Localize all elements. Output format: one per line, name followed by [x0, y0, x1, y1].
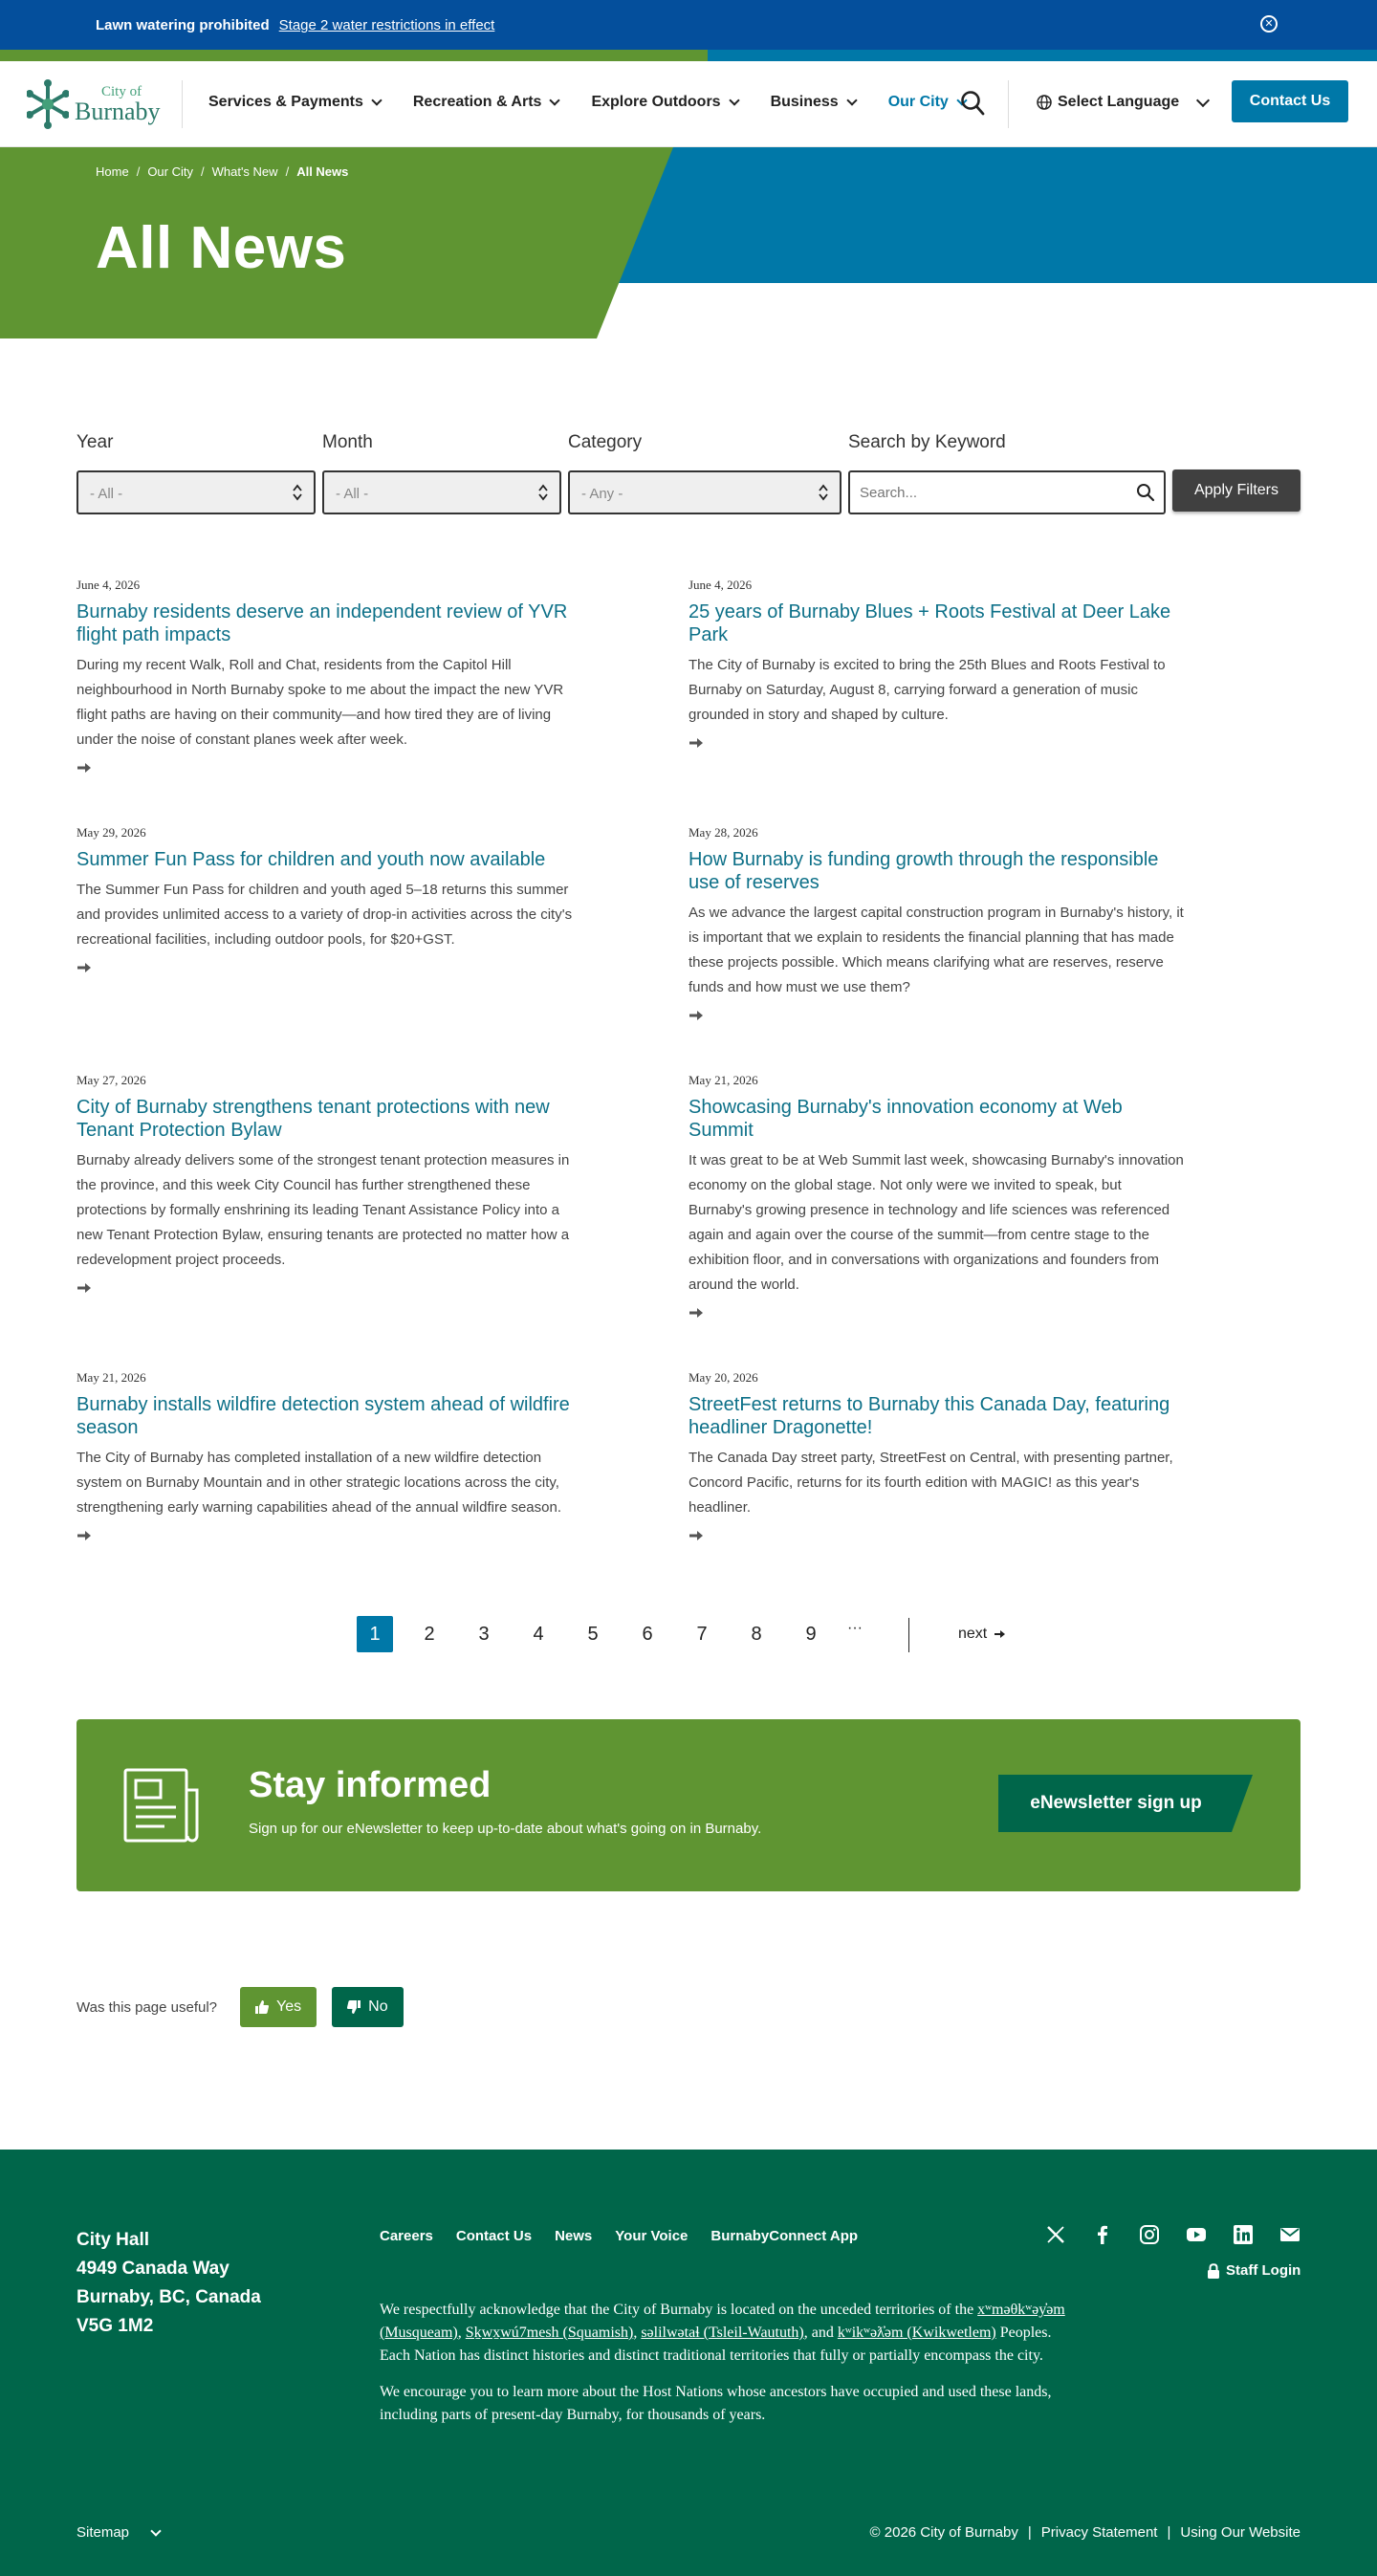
keyword-label: Search by Keyword	[848, 432, 1006, 452]
breadcrumb-whats-new[interactable]: What's New	[211, 164, 278, 179]
page-feedback	[76, 1987, 419, 2027]
page-1-button[interactable]: 1	[357, 1616, 393, 1652]
email-icon[interactable]	[1279, 2224, 1300, 2245]
month-select[interactable]: - All -	[322, 470, 561, 514]
up-down-arrows-icon	[819, 484, 828, 501]
copyright: © 2026 City of Burnaby	[869, 2524, 1018, 2541]
news-item	[688, 825, 1186, 1021]
newsletter-title: Stay informed	[249, 1765, 492, 1805]
page-3-button[interactable]: 3	[478, 1624, 490, 1645]
category-select[interactable]: - Any -	[568, 470, 842, 514]
search-icon[interactable]	[960, 90, 985, 117]
youtube-icon[interactable]	[1186, 2224, 1207, 2245]
logo-city: City of	[101, 83, 142, 99]
land-acknowledgement: We respectfully acknowledge that the City of Burnaby is located on the unceded territories of the xʷməθkʷəy̓əm (Musqueam), Sḵwx̱wú7mesh (Squamish), səlilwətaɬ (Tsleil-Waututh), and kʷikʷəƛ̓əm (Kwikwetlem) Peoples. Each Nation has distinct histories and distinct traditional territories that fully or partially encompass the city. We encourage you to learn more about the Host Nations whose ancestors have occupied and used these lands, including parts of present-day Burnaby, for thousands of years.	[380, 2299, 1068, 2427]
arrow-right-icon[interactable]	[76, 1282, 92, 1294]
news-date: May 27, 2026	[76, 1073, 146, 1087]
category-label: Category	[568, 432, 643, 452]
site-header	[0, 61, 1377, 147]
page-title: All News	[96, 215, 347, 281]
news-date: June 4, 2026	[688, 578, 753, 592]
arrow-right-icon[interactable]	[76, 962, 92, 973]
main-nav	[208, 94, 998, 111]
breadcrumb-current: All News	[296, 164, 349, 179]
news-item	[688, 1073, 1186, 1319]
language-select[interactable]	[1037, 94, 1208, 111]
social-links	[1045, 2224, 1300, 2245]
up-down-arrows-icon	[293, 484, 302, 501]
news-summary: The City of Burnaby has completed installation of a new wildfire detection system on Burnaby Mountain and in other strategic locations across the city, strengthening early warning capabilities ahead of the annual wildfire season.	[76, 1450, 561, 1516]
page-7-button[interactable]: 7	[696, 1624, 708, 1645]
news-title-link[interactable]: StreetFest returns to Burnaby this Canada Day, featuring headliner Dragonette!	[688, 1394, 1170, 1438]
contact-us-button[interactable]: Contact Us	[1232, 80, 1348, 122]
newsletter-text: Sign up for our eNewsletter to keep up-to-date about what's going on in Burnaby.	[249, 1821, 762, 1837]
news-title-link[interactable]: 25 years of Burnaby Blues + Roots Festival at Deer Lake Park	[688, 601, 1171, 645]
nav-services-payments[interactable]: Services & Payments	[208, 94, 381, 111]
month-label: Month	[322, 432, 373, 452]
nation-link-squamish[interactable]: Sḵwx̱wú7mesh (Squamish)	[465, 2325, 634, 2341]
facebook-icon[interactable]	[1092, 2224, 1113, 2245]
news-item	[76, 825, 574, 973]
news-filters	[76, 432, 1300, 514]
news-summary: During my recent Walk, Roll and Chat, residents from the Capitol Hill neighbourhood in North Burnaby spoke to me about the impact the new YVR flight paths are having on their community—and how tired they are of living under the noise of constant planes week after week.	[76, 657, 564, 748]
using-our-website-link[interactable]: Using Our Website	[1180, 2524, 1300, 2541]
news-title-link[interactable]: City of Burnaby strengthens tenant protections with new Tenant Protection Bylaw	[76, 1097, 550, 1141]
host-nations-text: We encourage you to learn more about the Host Nations whose ancestors have occupied and used these lands, including parts of present-day Burnaby, for thousands of years.	[380, 2384, 1052, 2423]
news-summary: The City of Burnaby is excited to bring the 25th Blues and Roots Festival to Burnaby on Saturday, August 8, carrying forward a generation of music grounded in story and shaped by culture.	[688, 657, 1166, 723]
chevron-down-icon	[1196, 94, 1210, 107]
arrow-right-icon[interactable]	[76, 1530, 92, 1541]
footer-link-burnabyconnect[interactable]: BurnabyConnect App	[710, 2228, 859, 2244]
breadcrumb-home[interactable]: Home	[96, 164, 129, 179]
language-label: Select Language	[1058, 94, 1180, 110]
breadcrumb-our-city[interactable]: Our City	[147, 164, 193, 179]
circle-x-icon[interactable]: ✕	[1260, 15, 1278, 33]
header-divider	[182, 80, 183, 128]
next-page-button[interactable]: next	[958, 1626, 1006, 1643]
arrow-right-icon[interactable]	[688, 1307, 704, 1319]
apply-filters-button[interactable]: Apply Filters	[1172, 469, 1300, 512]
news-item	[688, 578, 1186, 749]
footer-links	[380, 2228, 858, 2244]
news-summary: It was great to be at Web Summit last week, showcasing Burnaby's innovation economy on the global stage. Not only were we invited to speak, but Burnaby's growing presence in technology and life sciences was referenced again and again over the course of the summit—from centre stage to the exhibition floor, and in conversations with organizations and founders from around the world.	[688, 1152, 1184, 1293]
news-item	[688, 1370, 1186, 1541]
page-4-button[interactable]: 4	[533, 1624, 544, 1645]
news-title-link[interactable]: How Burnaby is funding growth through the responsible use of reserves	[688, 849, 1159, 893]
arrow-right-icon[interactable]	[76, 762, 92, 774]
x-twitter-icon[interactable]	[1045, 2224, 1066, 2245]
page-8-button[interactable]: 8	[751, 1624, 762, 1645]
news-item	[76, 578, 574, 774]
pagination-divider	[908, 1618, 909, 1652]
newspaper-icon	[122, 1767, 201, 1844]
thumbs-down-icon	[347, 2000, 361, 2014]
hero-banner	[0, 147, 1377, 338]
instagram-icon[interactable]	[1139, 2224, 1160, 2245]
year-label: Year	[76, 432, 114, 452]
up-down-arrows-icon	[538, 484, 548, 501]
chevron-down-icon	[729, 95, 739, 105]
breadcrumb: Home / Our City / What's New / All News	[96, 164, 349, 179]
keyword-search-input[interactable]	[848, 470, 1166, 514]
linkedin-icon[interactable]	[1233, 2224, 1254, 2245]
footer-link-careers[interactable]: Careers	[380, 2228, 433, 2244]
news-date: May 21, 2026	[688, 1073, 758, 1087]
alert-title: Lawn watering prohibited	[96, 17, 270, 33]
news-title-link[interactable]: Showcasing Burnaby's innovation economy at Web Summit	[688, 1097, 1123, 1141]
chevron-down-icon	[150, 2525, 161, 2536]
feedback-question: Was this page useful?	[76, 1998, 218, 2016]
nav-our-city[interactable]: Our City	[888, 94, 966, 111]
arrow-right-icon[interactable]	[688, 737, 704, 749]
news-summary: The Canada Day street party, StreetFest on Central, with presenting partner, Concord Pacific, returns for its fourth edition with MAGIC! as this year's headliner.	[688, 1450, 1173, 1516]
feedback-no-button[interactable]: No	[332, 1987, 403, 2027]
thumbs-up-icon	[255, 2000, 269, 2014]
alert-bar	[0, 0, 1377, 50]
news-title-link[interactable]: Burnaby residents deserve an independent review of YVR flight path impacts	[76, 601, 568, 645]
chevron-down-icon	[846, 95, 857, 105]
news-item	[76, 1370, 574, 1541]
nation-link-kwikwetlem[interactable]: kʷikʷəƛ̓əm (Kwikwetlem)	[837, 2325, 996, 2341]
enewsletter-signup-button[interactable]: eNewsletter sign up	[998, 1775, 1253, 1832]
news-date: May 20, 2026	[688, 1370, 758, 1385]
feedback-yes-button[interactable]: Yes	[240, 1987, 317, 2027]
nav-explore-outdoors[interactable]: Explore Outdoors	[591, 94, 737, 111]
sitemap-toggle[interactable]: Sitemap	[76, 2524, 160, 2541]
site-footer	[0, 2150, 1377, 2576]
arrow-right-icon	[994, 1629, 1006, 1639]
chevron-down-icon	[371, 95, 382, 105]
nav-business[interactable]: Business	[771, 94, 856, 111]
footer-link-your-voice[interactable]: Your Voice	[615, 2228, 688, 2244]
nation-link-tsleil-waututh[interactable]: səlilwətaɬ (Tsleil-Waututh)	[641, 2325, 804, 2341]
year-select[interactable]: - All -	[76, 470, 316, 514]
pagination-ellipsis: ···	[847, 1620, 863, 1636]
lock-icon	[1207, 2263, 1220, 2279]
news-title-link[interactable]: Burnaby installs wildfire detection system ahead of wildfire season	[76, 1394, 570, 1438]
news-date: May 29, 2026	[76, 825, 146, 840]
newsletter-banner	[76, 1719, 1300, 1891]
city-logo[interactable]	[27, 76, 161, 133]
arrow-right-icon[interactable]	[688, 1530, 704, 1541]
brand-stripe	[0, 50, 1377, 61]
staff-login-link[interactable]: Staff Login	[1207, 2262, 1300, 2279]
logo-name: Burnaby	[75, 97, 161, 125]
news-item	[76, 1073, 574, 1294]
privacy-statement-link[interactable]: Privacy Statement	[1040, 2524, 1158, 2541]
news-date: May 28, 2026	[688, 825, 758, 840]
snowflake-logo-icon	[27, 79, 69, 129]
nation-link-musqueam[interactable]: xʷməθkʷəy̓əm (Musqueam)	[380, 2302, 1065, 2341]
news-date: June 4, 2026	[76, 578, 141, 592]
page-6-button[interactable]: 6	[642, 1624, 653, 1645]
page-9-button[interactable]: 9	[805, 1624, 817, 1645]
news-date: May 21, 2026	[76, 1370, 146, 1385]
pagination	[0, 1616, 1377, 1654]
arrow-right-icon[interactable]	[688, 1010, 704, 1021]
alert-content	[96, 17, 494, 33]
chevron-down-icon	[550, 95, 560, 105]
city-hall-address: City Hall 4949 Canada Way Burnaby, BC, Canada V5G 1M2	[76, 2230, 261, 2336]
alert-link[interactable]: Stage 2 water restrictions in effect	[278, 17, 495, 33]
nav-recreation-arts[interactable]: Recreation & Arts	[413, 94, 559, 111]
globe-icon	[1037, 95, 1052, 110]
news-title-link[interactable]: Summer Fun Pass for children and youth now available	[76, 849, 546, 870]
search-icon[interactable]	[1136, 483, 1155, 502]
page-5-button[interactable]: 5	[587, 1624, 599, 1645]
news-summary: Burnaby already delivers some of the strongest tenant protection measures in the province, and this week City Council has further strengthened these protections by formally enshrining its leading Tenant Assistance Policy into a new Tenant Protection Bylaw, ensuring tenants are protected no matter how a redevelopment project proceeds.	[76, 1152, 570, 1268]
news-summary: As we advance the largest capital construction program in Burnaby's history, it is important that we explain to residents the financial planning that has made these projects possible. Which means clarifying what are reserves, reserve funds and how must we use them?	[688, 905, 1184, 995]
header-divider	[1008, 80, 1009, 128]
footer-link-contact[interactable]: Contact Us	[455, 2228, 533, 2244]
footer-link-news[interactable]: News	[555, 2228, 593, 2244]
page-2-button[interactable]: 2	[424, 1624, 435, 1645]
legal-links: © 2026 City of Burnaby | Privacy Statement | Using Our Website	[869, 2524, 1300, 2541]
news-summary: The Summer Fun Pass for children and youth aged 5–18 returns this summer and provides unlimited access to a variety of drop-in activities across the city's recreational facilities, including outdoor pools, for $20+GST.	[76, 882, 573, 948]
